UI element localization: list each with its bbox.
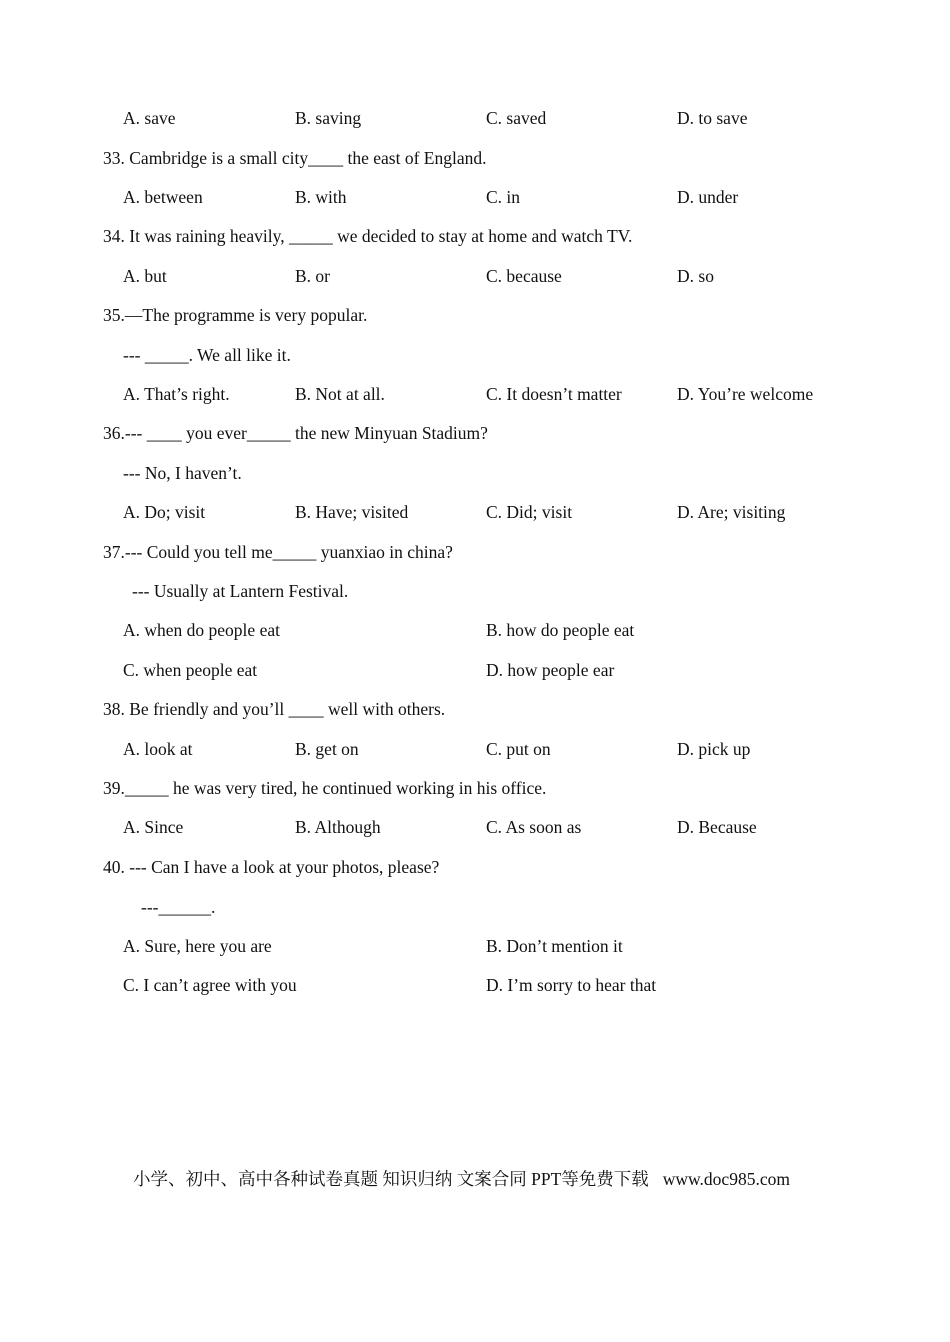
q39-stem-line [0,775,950,801]
q32-options [0,105,950,131]
q37-reply-line [0,578,950,604]
q40-options-row-2 [0,972,950,998]
footer-text: 小学、初中、高中各种试卷真题 知识归纳 文案合同 PPT等免费下载 [133,1169,649,1189]
q36-reply: --- No, I haven’t. [123,463,242,483]
q32-option-c: C. saved [486,108,547,128]
q38-stem: 38. Be friendly and you’ll ____ well with others. [103,699,446,719]
q38-option-d: D. pick up [677,739,751,759]
q37-stem: 37.--- Could you tell me_____ yuanxiao in china? [103,542,453,562]
q34-options [0,263,950,289]
q40-option-d: D. I’m sorry to hear that [486,975,657,995]
q36-stem: 36.--- ____ you ever_____ the new Minyuan Stadium? [103,423,488,443]
q33-option-a: A. between [123,187,203,207]
q37-reply: --- Usually at Lantern Festival. [132,581,349,601]
q35-options [0,381,950,407]
q39-option-b: B. Although [295,817,381,837]
q35-option-d: D. You’re welcome [677,384,814,404]
q34-stem: 34. It was raining heavily, _____ we decided to stay at home and watch TV. [103,226,633,246]
q38-option-c: C. put on [486,739,551,759]
q36-option-b: B. Have; visited [295,502,409,522]
q40-option-c: C. I can’t agree with you [123,975,297,995]
q37-stem-line [0,539,950,565]
q36-option-d: D. Are; visiting [677,502,786,522]
q34-stem-line [0,223,950,249]
q38-options [0,736,950,762]
q40-option-a: A. Sure, here you are [123,936,272,956]
q33-option-d: D. under [677,187,739,207]
q39-options [0,814,950,840]
q35-option-c: C. It doesn’t matter [486,384,622,404]
q34-option-c: C. because [486,266,562,286]
q34-option-d: D. so [677,266,714,286]
q38-stem-line [0,696,950,722]
q33-stem-line [0,145,950,171]
q37-option-c: C. when people eat [123,660,258,680]
q33-option-c: C. in [486,187,521,207]
q34-option-b: B. or [295,266,330,286]
q39-option-c: C. As soon as [486,817,582,837]
q40-options-row-1 [0,933,950,959]
q37-option-d: D. how people ear [486,660,615,680]
q32-option-b: B. saving [295,108,362,128]
q36-option-c: C. Did; visit [486,502,573,522]
q33-option-b: B. with [295,187,347,207]
q36-reply-line [0,460,950,486]
q33-options [0,184,950,210]
q35-option-b: B. Not at all. [295,384,385,404]
q35-stem-line [0,302,950,328]
q39-stem: 39._____ he was very tired, he continued working in his office. [103,778,547,798]
q35-reply-line [0,342,950,368]
q36-option-a: A. Do; visit [123,502,206,522]
q37-option-b: B. how do people eat [486,620,635,640]
q36-options [0,499,950,525]
page-footer [133,1166,790,1192]
q40-option-b: B. Don’t mention it [486,936,623,956]
q34-option-a: A. but [123,266,167,286]
q33-stem: 33. Cambridge is a small city____ the east of England. [103,148,487,168]
q35-option-a: A. That’s right. [123,384,230,404]
q39-option-a: A. Since [123,817,184,837]
q40-stem: 40. --- Can I have a look at your photos, please? [103,857,440,877]
q39-option-d: D. Because [677,817,757,837]
q40-stem-line [0,854,950,880]
q35-stem: 35.—The programme is very popular. [103,305,368,325]
q37-options-row-2 [0,657,950,683]
footer-site-link[interactable]: www.doc985.com [662,1169,790,1189]
q38-option-a: A. look at [123,739,193,759]
q40-reply-line [0,894,950,920]
q32-option-a: A. save [123,108,176,128]
q38-option-b: B. get on [295,739,359,759]
q35-reply: --- _____. We all like it. [123,345,291,365]
q32-option-d: D. to save [677,108,748,128]
q36-stem-line [0,420,950,446]
q40-reply: ---______. [141,897,216,917]
q37-options-row-1 [0,617,950,643]
q37-option-a: A. when do people eat [123,620,280,640]
